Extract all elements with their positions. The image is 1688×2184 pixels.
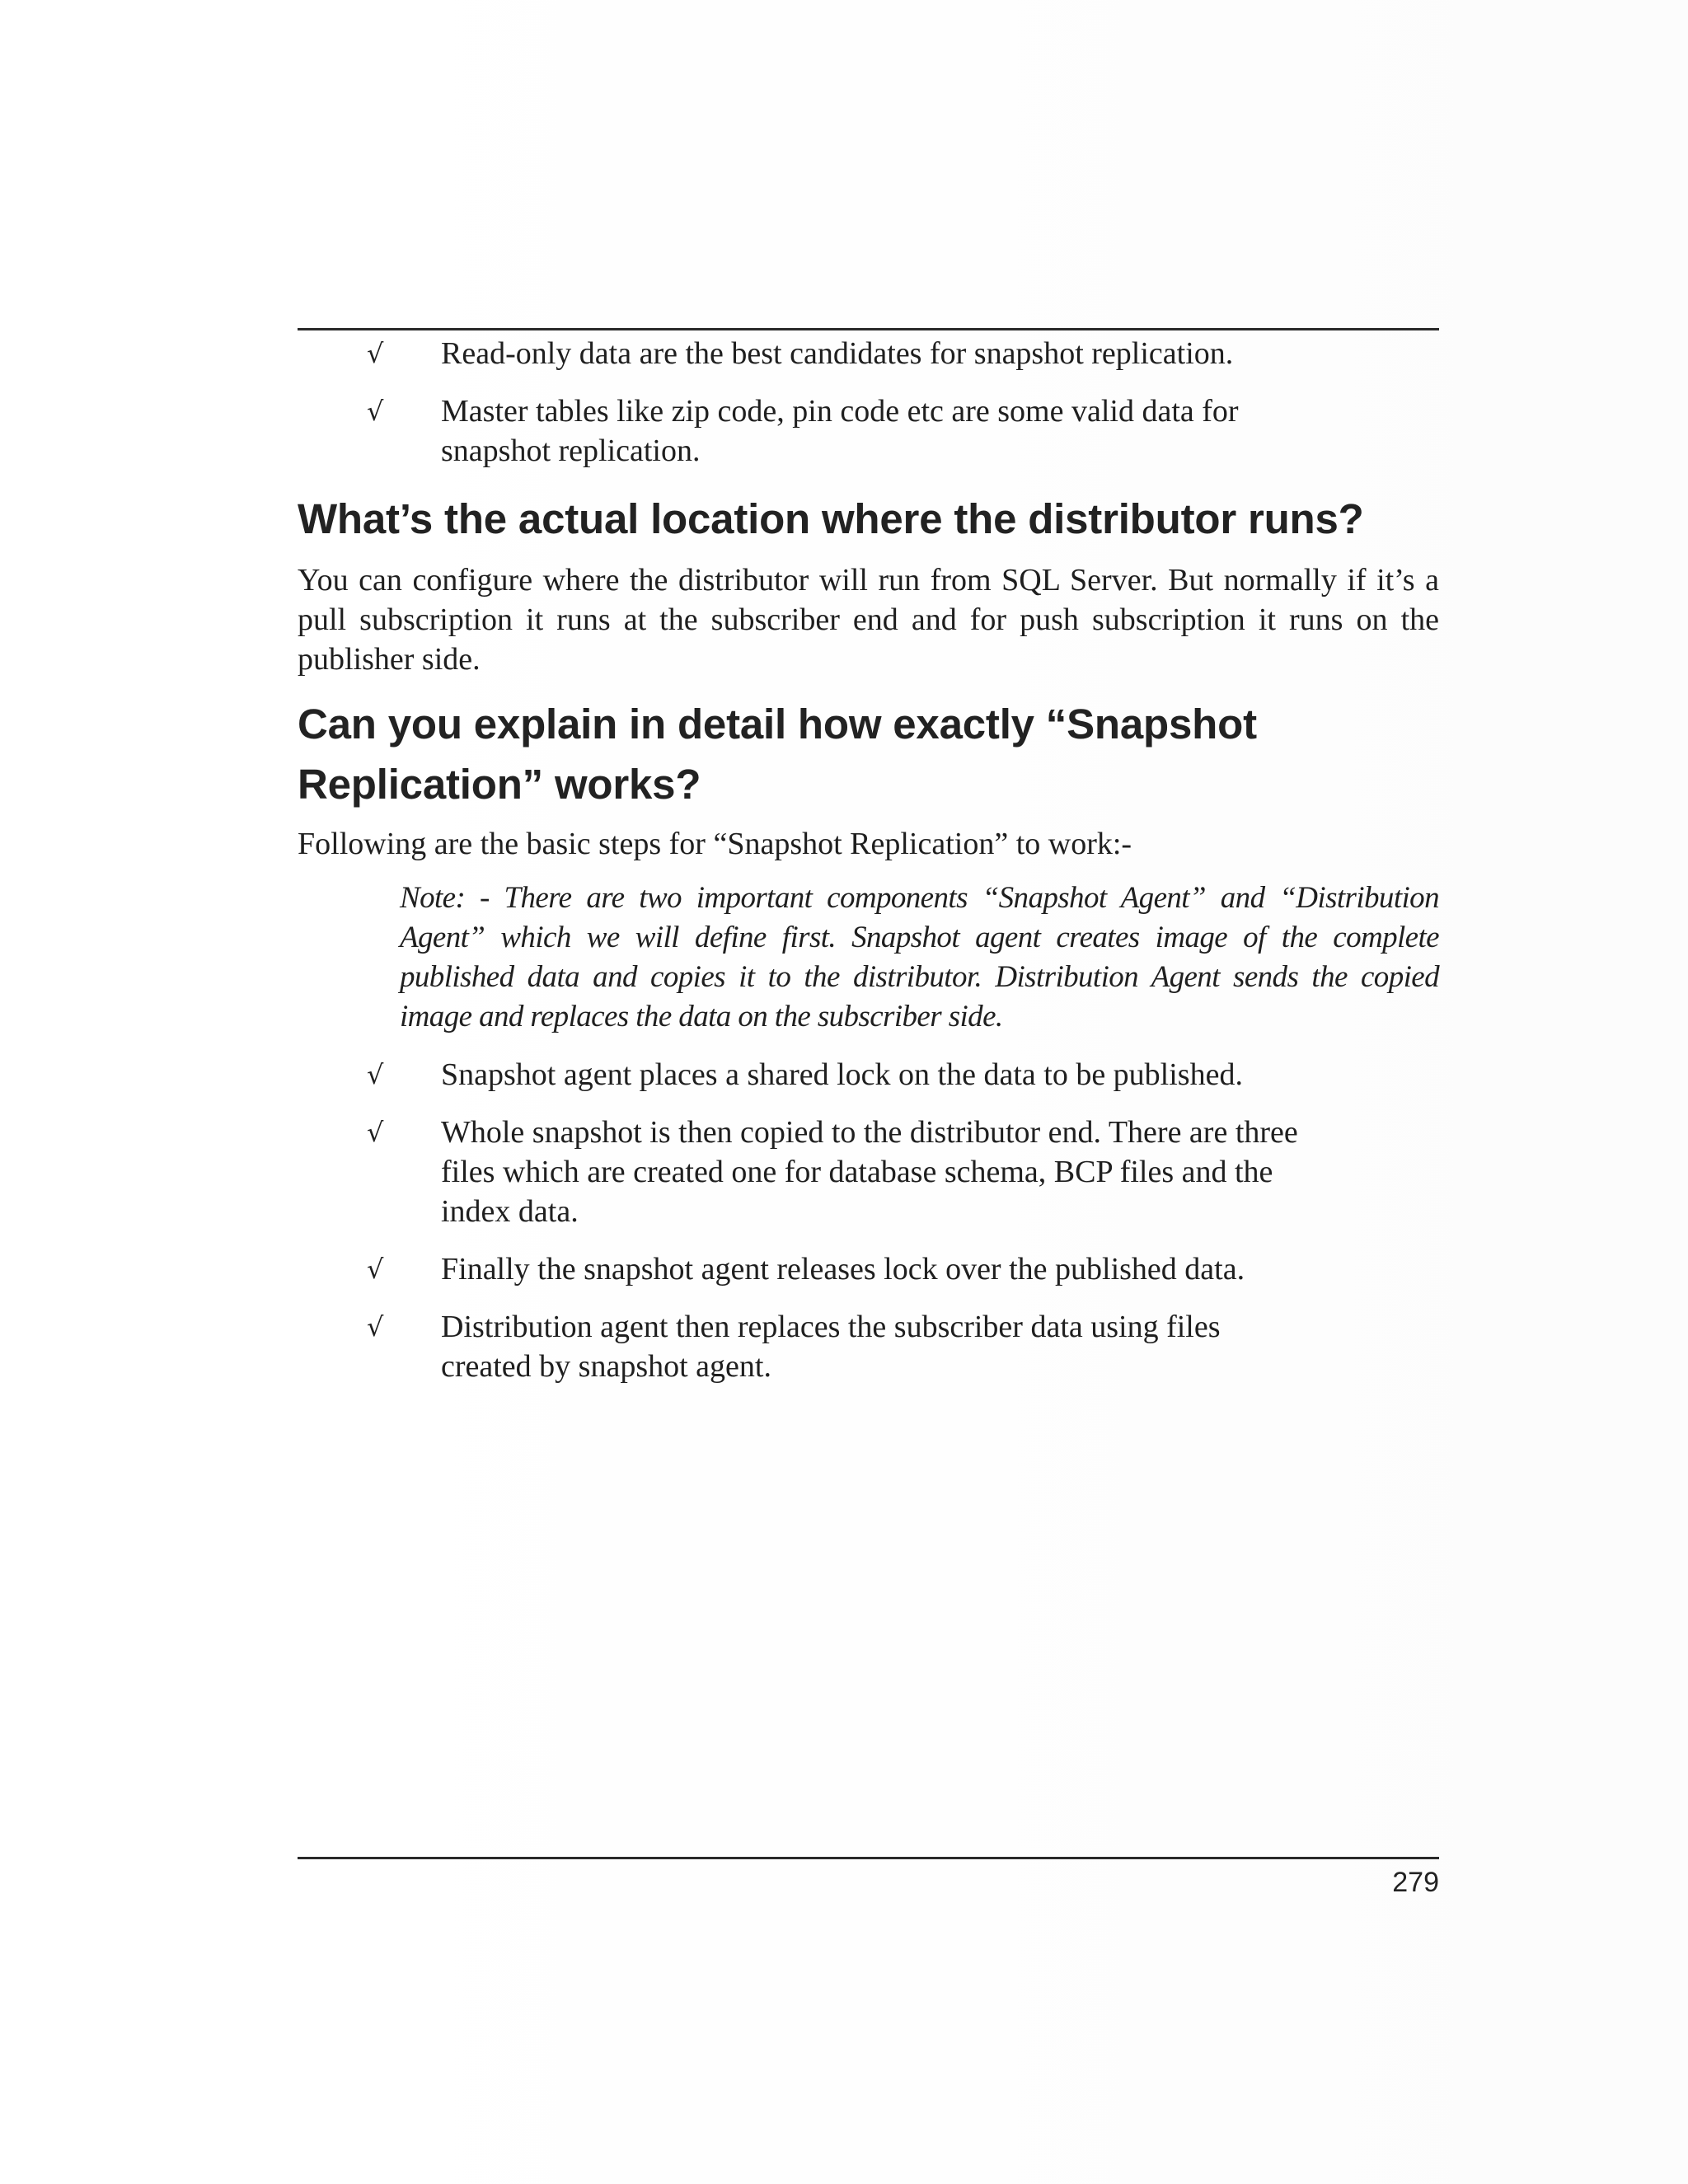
step-text: Snapshot agent places a shared lock on the data to be published. xyxy=(441,1057,1243,1092)
checkmark-bullet-icon: √ xyxy=(367,1117,384,1148)
page-number: 279 xyxy=(1392,1867,1439,1898)
step-text: Finally the snapshot agent releases lock over the published data. xyxy=(441,1252,1245,1286)
step-item xyxy=(298,1307,1439,1386)
bullet-text: Master tables like zip code, pin code etc are some valid data for snapshot replication. xyxy=(441,394,1239,468)
section-heading-snapshot-replication: Can you explain in detail how exactly “Snapshot Replication” works? xyxy=(298,701,1257,808)
section-heading-distributor-location: What’s the actual location where the distributor runs? xyxy=(298,495,1364,542)
step-text: Distribution agent then replaces the subscriber data using files created by snapshot agent. xyxy=(441,1310,1221,1384)
section-body-distributor-location: You can configure where the distributor will run from SQL Server. But normally if it’s a pull subscription it runs at the subscriber end and for push subscription it runs on the publisher side. xyxy=(298,563,1439,677)
bullet-item xyxy=(298,334,1439,373)
checkmark-bullet-icon: √ xyxy=(367,396,384,427)
bullet-text: Read-only data are the best candidates for snapshot replication. xyxy=(441,336,1234,371)
section-intro-snapshot-replication: Following are the basic steps for “Snapshot Replication” to work:- xyxy=(298,827,1132,861)
footer-rule xyxy=(298,1857,1439,1859)
checkmark-bullet-icon: √ xyxy=(367,338,384,369)
bullet-item xyxy=(298,391,1439,471)
step-item xyxy=(298,1249,1439,1289)
step-item xyxy=(298,1055,1439,1094)
checkmark-bullet-icon: √ xyxy=(367,1311,384,1343)
page-content xyxy=(298,334,1439,1404)
step-text: Whole snapshot is then copied to the distributor end. There are three files which are created one for database schema, BCP files and the index data. xyxy=(441,1115,1298,1229)
step-item xyxy=(298,1113,1439,1231)
checkmark-bullet-icon: √ xyxy=(367,1059,384,1090)
checkmark-bullet-icon: √ xyxy=(367,1254,384,1285)
note-paragraph: Note: - There are two important components “Snapshot Agent” and “Distribution Agent” which we will define first. Snapshot agent creates image of the complete published data and copies it to the distributor. Distribution Agent sends the copied image and replaces the data on the subscriber side. xyxy=(400,881,1439,1033)
header-rule xyxy=(298,328,1439,330)
